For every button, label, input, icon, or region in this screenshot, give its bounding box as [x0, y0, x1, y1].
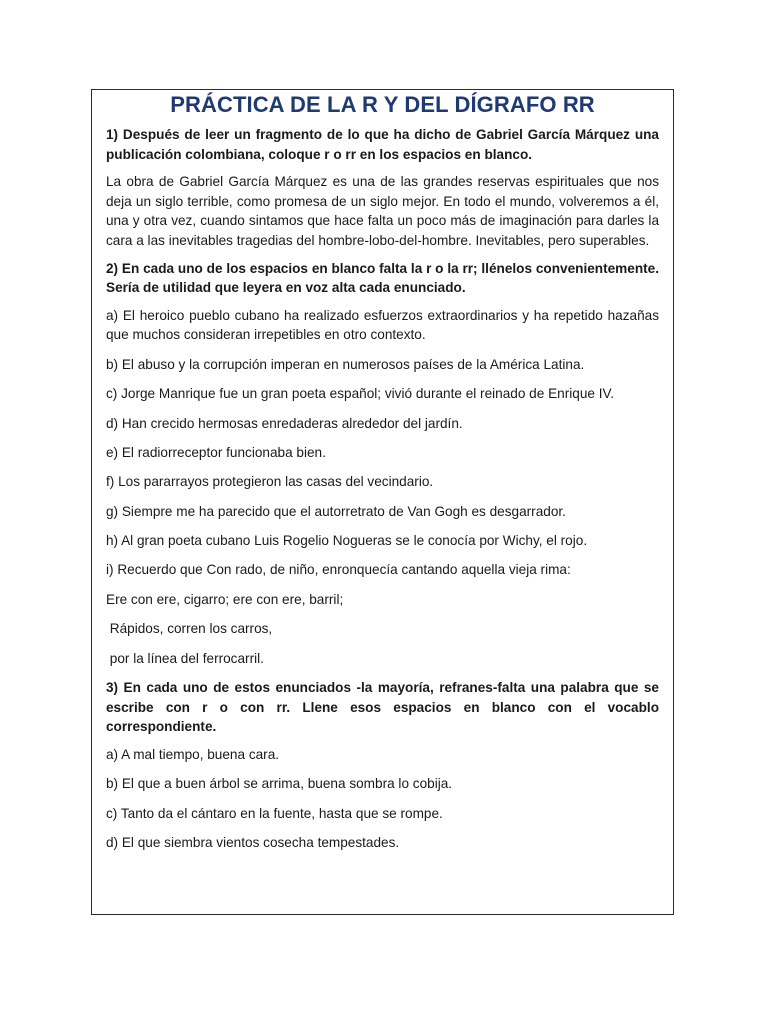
list-item: g) Siempre me ha parecido que el autorretrato de Van Gogh es desgarrador.	[106, 503, 566, 519]
section1-text: La obra de Gabriel García Márquez es una de las grandes reservas espirituales que nos deja un siglo terrible, como promesa de un siglo mejor. En todo el mundo, volveremos a él, una y otra vez, cuando sintamos que hace falta un poco más de imaginación para darles la cara a las inevitables tragedias del hombre-lobo-del-hombre. Inevitables, pero superables.	[106, 174, 659, 248]
list-item: e) El radiorreceptor funcionaba bien.	[106, 444, 326, 460]
list-item: h) Al gran poeta cubano Luis Rogelio Nogueras se le conocía por Wichy, el rojo.	[106, 533, 588, 549]
list-item: a) El heroico pueblo cubano ha realizado esfuerzos extraordinarios y ha repetido hazañas que muchos consideran irrepetibles en otro contexto.	[106, 307, 659, 343]
list-item: d) Han crecido hermosas enredaderas alrededor del jardín.	[106, 415, 463, 431]
list-item: c) Tanto da el cántaro en la fuente, hasta que se rompe.	[106, 805, 443, 821]
list-item: a) A mal tiempo, buena cara.	[106, 746, 280, 762]
list-item: d) El que siembra vientos cosecha tempestades.	[106, 834, 400, 850]
document-content	[106, 91, 659, 853]
list-item: f) Los pararrayos protegieron las casas del vecindario.	[106, 474, 434, 490]
list-item: b) El abuso y la corrupción imperan en numerosos países de la América Latina.	[106, 356, 585, 372]
section3-instruction: 3) En cada uno de estos enunciados -la mayoría, refranes-falta una palabra que se escribe con r o con rr. Llene esos espacios en blanco con el vocablo correspondiente.	[106, 680, 659, 735]
verse-line: Rápidos, corren los carros,	[106, 621, 273, 637]
section1-instruction: 1) Después de leer un fragmento de lo que ha dicho de Gabriel García Márquez una publicación colombiana, coloque r o rr en los espacios en blanco.	[106, 127, 659, 162]
list-item: c) Jorge Manrique fue un gran poeta español; vivió durante el reinado de Enrique IV.	[106, 386, 615, 402]
list-item: b) El que a buen árbol se arrima, buena sombra lo cobija.	[106, 776, 453, 792]
section2-instruction: 2) En cada uno de los espacios en blanco falta la r o la rr; llénelos convenientemente. Sería de utilidad que leyera en voz alta cada enunciado.	[106, 260, 659, 296]
list-item: i) Recuerdo que Con rado, de niño, enronquecía cantando aquella vieja rima:	[106, 562, 571, 578]
verse-line: Ere con ere, cigarro; ere con ere, barril;	[106, 591, 344, 607]
page-title: PRÁCTICA DE LA R Y DEL DÍGRAFO RR	[170, 92, 595, 117]
verse-line: por la línea del ferrocarril.	[106, 650, 264, 666]
